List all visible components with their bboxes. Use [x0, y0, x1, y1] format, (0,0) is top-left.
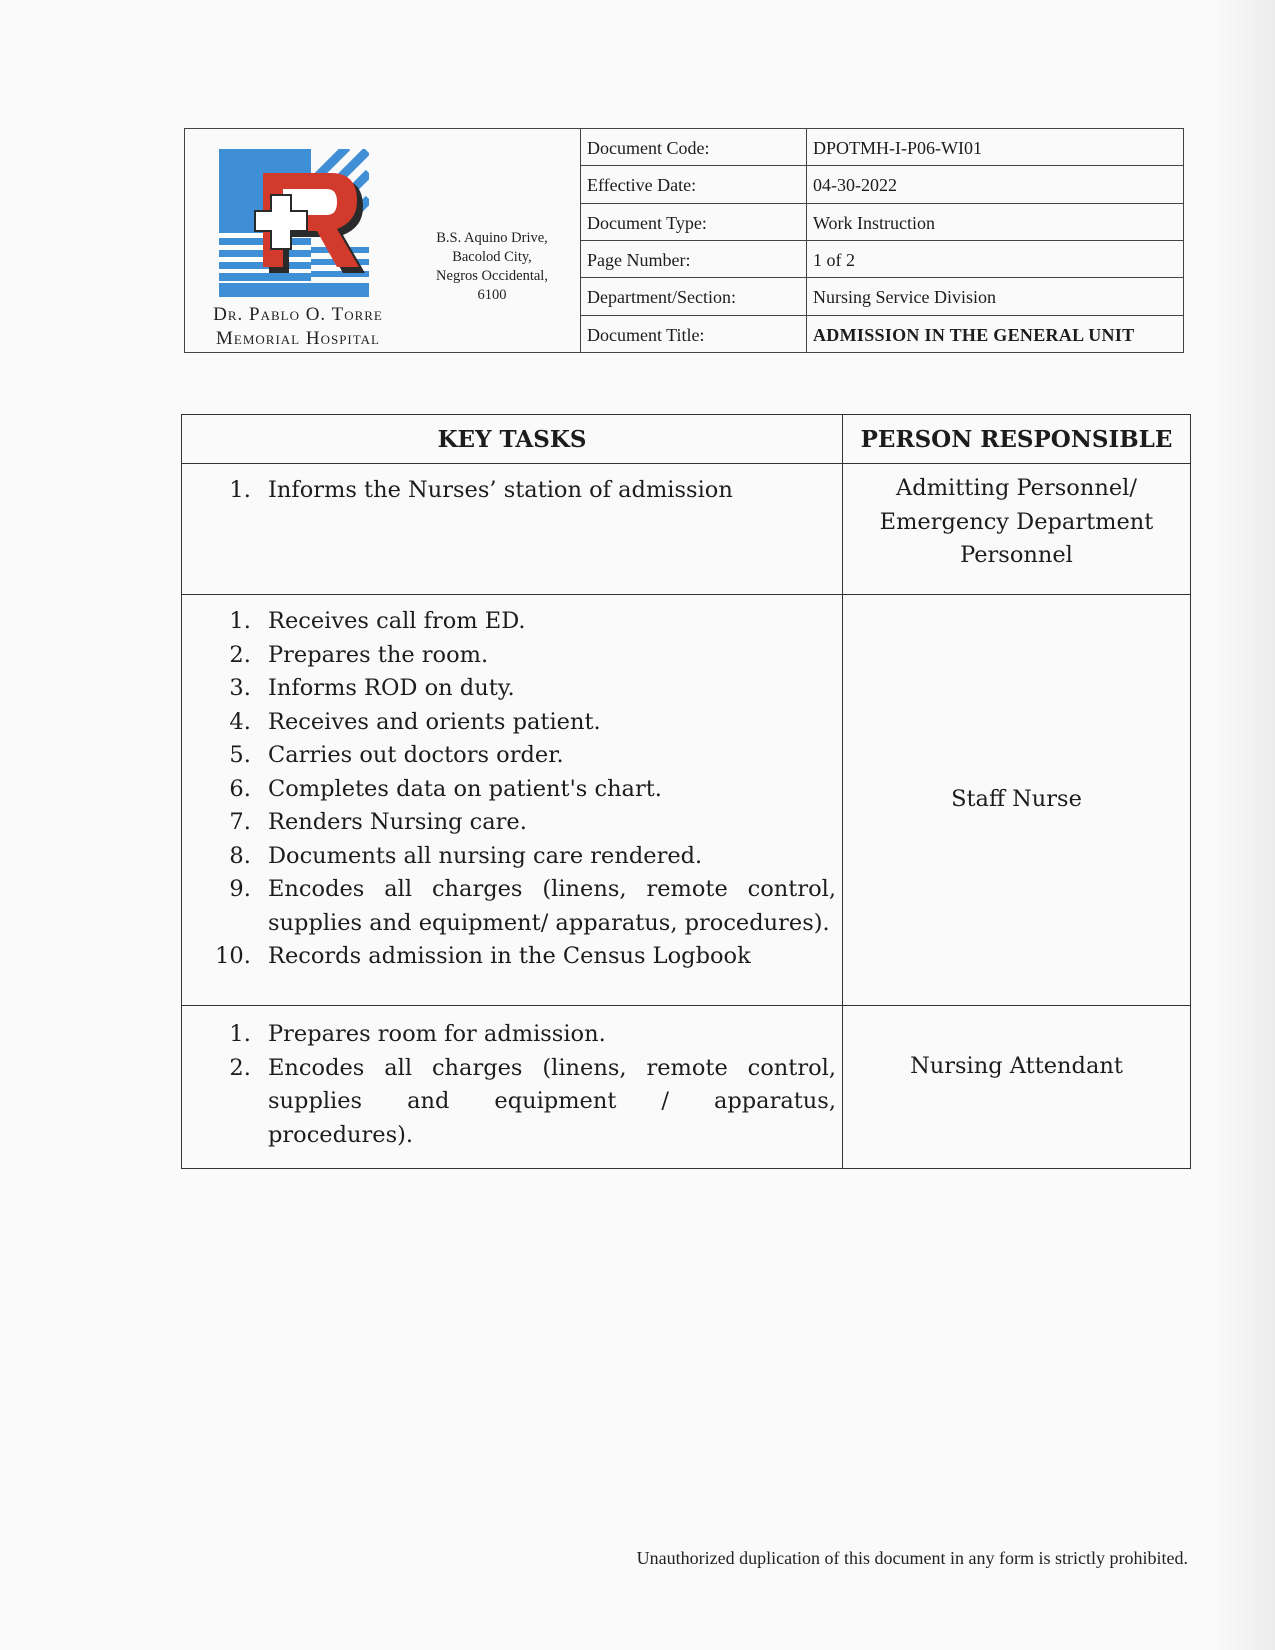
department-value: Nursing Service Division — [813, 287, 996, 308]
meta-label: Document Title: — [581, 316, 807, 352]
person-cell — [843, 464, 1191, 595]
task-item: 3. Informs ROD on duty. — [258, 672, 836, 706]
person-cell — [843, 1006, 1191, 1169]
task-cell — [182, 1006, 843, 1169]
task-item: 1. Receives call from ED. — [258, 605, 836, 639]
meta-row-document-type — [581, 204, 1183, 241]
task-list — [218, 474, 836, 508]
key-tasks-header: KEY TASKS — [182, 415, 843, 464]
hospital-identity — [185, 129, 581, 352]
person-line: Emergency Department — [879, 508, 1154, 535]
meta-label: Document Type: — [581, 204, 807, 240]
task-item: 10. Records admission in the Census Logbook — [258, 940, 836, 974]
key-tasks-table — [181, 414, 1191, 1169]
hospital-address — [407, 229, 577, 305]
table-row — [182, 1006, 1191, 1169]
address-line: Negros Occidental, — [436, 268, 548, 284]
person-cell — [843, 595, 1191, 1006]
person-line: Nursing Attendant — [910, 1053, 1123, 1079]
task-item: 6. Completes data on patient's chart. — [258, 773, 836, 807]
meta-row-department — [581, 278, 1183, 315]
meta-label: Page Number: — [581, 241, 807, 277]
task-list — [218, 1018, 836, 1152]
task-item: 8. Documents all nursing care rendered. — [258, 840, 836, 874]
task-cell — [182, 595, 843, 1006]
meta-label: Department/Section: — [581, 278, 807, 314]
task-item: 7. Renders Nursing care. — [258, 806, 836, 840]
meta-label: Effective Date: — [581, 166, 807, 202]
task-item: 2. Prepares the room. — [258, 639, 836, 673]
address-line: 6100 — [477, 287, 507, 303]
table-row — [182, 595, 1191, 1006]
meta-label: Document Code: — [581, 129, 807, 165]
task-cell — [182, 464, 843, 595]
hospital-name — [193, 303, 403, 351]
document-header — [184, 128, 1184, 353]
task-item: 9. Encodes all charges (linens, remote control, supplies and equipment/ apparatus, procedures). — [258, 873, 836, 940]
task-item: 2. Encodes all charges (linens, remote control, supplies and equipment / apparatus, procedures). — [258, 1052, 836, 1153]
meta-row-document-title — [581, 316, 1183, 352]
address-line: Bacolod City, — [452, 249, 532, 265]
address-line: B.S. Aquino Drive, — [436, 230, 548, 246]
meta-row-effective-date — [581, 166, 1183, 203]
person-line: Staff Nurse — [951, 786, 1082, 813]
hospital-logo-icon — [219, 149, 369, 297]
hospital-name-line2: Memorial Hospital — [216, 328, 380, 349]
meta-row-document-code — [581, 129, 1183, 166]
page-number-value: 1 of 2 — [813, 249, 855, 270]
document-meta-table — [581, 129, 1183, 352]
page-edge-shadow — [1215, 0, 1275, 1650]
effective-date-value: 04-30-2022 — [813, 175, 897, 196]
task-item: 5. Carries out doctors order. — [258, 739, 836, 773]
document-type-value: Work Instruction — [813, 212, 936, 233]
document-title-value: ADMISSION IN THE GENERAL UNIT — [813, 324, 1135, 345]
person-line: Admitting Personnel/ — [896, 475, 1137, 501]
person-line: Personnel — [960, 542, 1073, 568]
task-list — [218, 605, 836, 974]
task-item: 4. Receives and orients patient. — [258, 706, 836, 740]
table-row — [182, 464, 1191, 595]
hospital-name-line1: Dr. Pablo O. Torre — [213, 304, 383, 325]
meta-row-page-number — [581, 241, 1183, 278]
task-item: 1. Prepares room for admission. — [258, 1018, 836, 1052]
person-responsible-header: PERSON RESPONSIBLE — [843, 415, 1191, 464]
task-item: 1. Informs the Nurses’ station of admission — [258, 474, 836, 508]
footer-notice: Unauthorized duplication of this document in any form is strictly prohibited. — [636, 1548, 1188, 1568]
table-header-row — [182, 415, 1191, 464]
document-code-value: DPOTMH-I-P06-WI01 — [813, 138, 982, 158]
